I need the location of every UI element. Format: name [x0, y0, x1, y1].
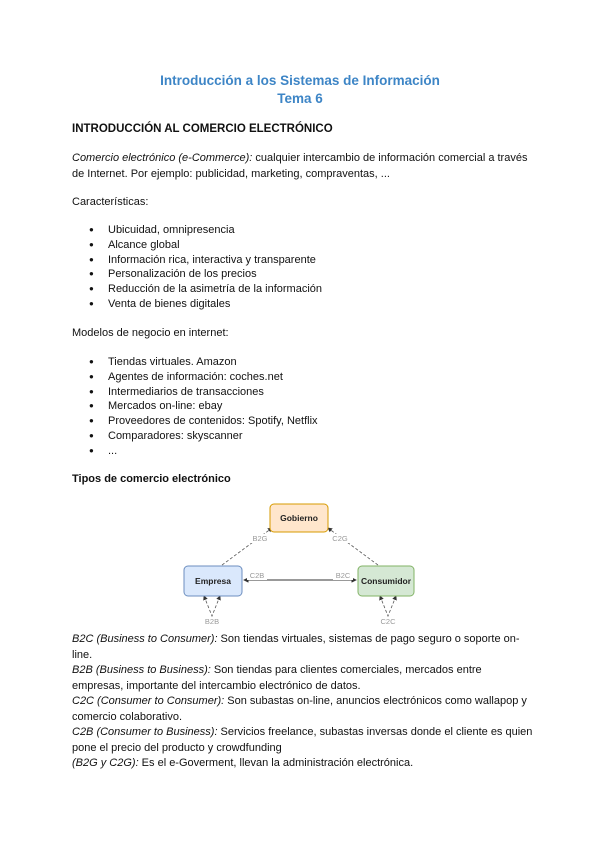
node-empresa-label: Empresa [195, 576, 231, 586]
definition-term: C2C (Consumer to Consumer): [72, 695, 225, 707]
definition-text: Es el e-Goverment, llevan la administración electrónica. [138, 757, 414, 769]
list-item: ● Agentes de información: coches.net [89, 370, 318, 385]
node-consumidor-label: Consumidor [360, 576, 412, 586]
definition-c2c [72, 694, 534, 725]
definition-term: B2B (Business to Business): [72, 664, 211, 676]
list-item: ● Información rica, interactiva y transparente [89, 253, 322, 268]
tipos-heading: Tipos de comercio electrónico [72, 473, 231, 485]
edge-label-c2b: C2B [249, 571, 265, 580]
definition-text: Son tiendas virtuales, sistemas de pago seguro o soporte on-line. [72, 633, 520, 661]
list-item: ● Venta de bienes digitales [89, 297, 322, 312]
caracteristicas-label: Características: [72, 196, 149, 208]
definition-text: Son tiendas para clientes comerciales, mercados entre empresas, importante del intercambio electrónico de datos. [72, 664, 482, 692]
intro-paragraph [72, 150, 532, 182]
list-item: ● Personalización de los precios [89, 267, 322, 282]
section-heading: INTRODUCCIÓN AL COMERCIO ELECTRÓNICO [72, 123, 333, 135]
list-item: ● Ubicuidad, omnipresencia [89, 223, 322, 238]
list-item: ● Intermediarios de transacciones [89, 385, 318, 400]
definition-b2b [72, 663, 534, 694]
edge-label-b2b: B2B [204, 617, 220, 626]
caracteristicas-list [89, 223, 322, 312]
definition-term: (B2G y C2G): [72, 757, 139, 769]
node-gobierno-label: Gobierno [280, 513, 318, 523]
modelos-label: Modelos de negocio en internet: [72, 327, 229, 339]
definition-text: Servicios freelance, subastas inversas donde el cliente es quien pone el precio del producto y crowdfunding [72, 726, 533, 754]
document-subtitle: Tema 6 [277, 91, 323, 106]
definition-b2c [72, 632, 534, 663]
edge-label-c2g: C2G [332, 534, 348, 543]
document-title: Introducción a los Sistemas de Información [160, 73, 440, 88]
edge-label-b2g: B2G [252, 534, 268, 543]
list-item: ● Alcance global [89, 238, 322, 253]
intro-term: Comercio electrónico (e-Commerce): [72, 152, 253, 164]
modelos-list [89, 355, 318, 459]
definition-term: C2B (Consumer to Business): [72, 726, 218, 738]
list-item: ● Mercados on-line: ebay [89, 399, 318, 414]
definition-c2b [72, 725, 534, 756]
edge-c2c [380, 596, 396, 616]
definition-text: Son subastas on-line, anuncios electrónicos como wallapop y comercio colaborativo. [72, 695, 527, 723]
list-item: ● Tiendas virtuales. Amazon [89, 355, 318, 370]
list-item: ● Comparadores: skyscanner [89, 429, 318, 444]
list-item: ● Reducción de la asimetría de la información [89, 282, 322, 297]
definitions-block [72, 632, 534, 772]
edge-label-b2c: B2C [335, 571, 351, 580]
ecommerce-diagram [160, 498, 440, 630]
edge-label-c2c: C2C [380, 617, 396, 626]
definition-term: B2C (Business to Consumer): [72, 633, 218, 645]
intro-text: cualquier intercambio de información comercial a través de Internet. Por ejemplo: publicidad, marketing, compraventas, ... [72, 152, 528, 180]
edge-b2b [204, 596, 220, 616]
list-item: ● ... [89, 444, 318, 459]
list-item: ● Proveedores de contenidos: Spotify, Netflix [89, 414, 318, 429]
definition-b2g-c2g [72, 756, 534, 772]
